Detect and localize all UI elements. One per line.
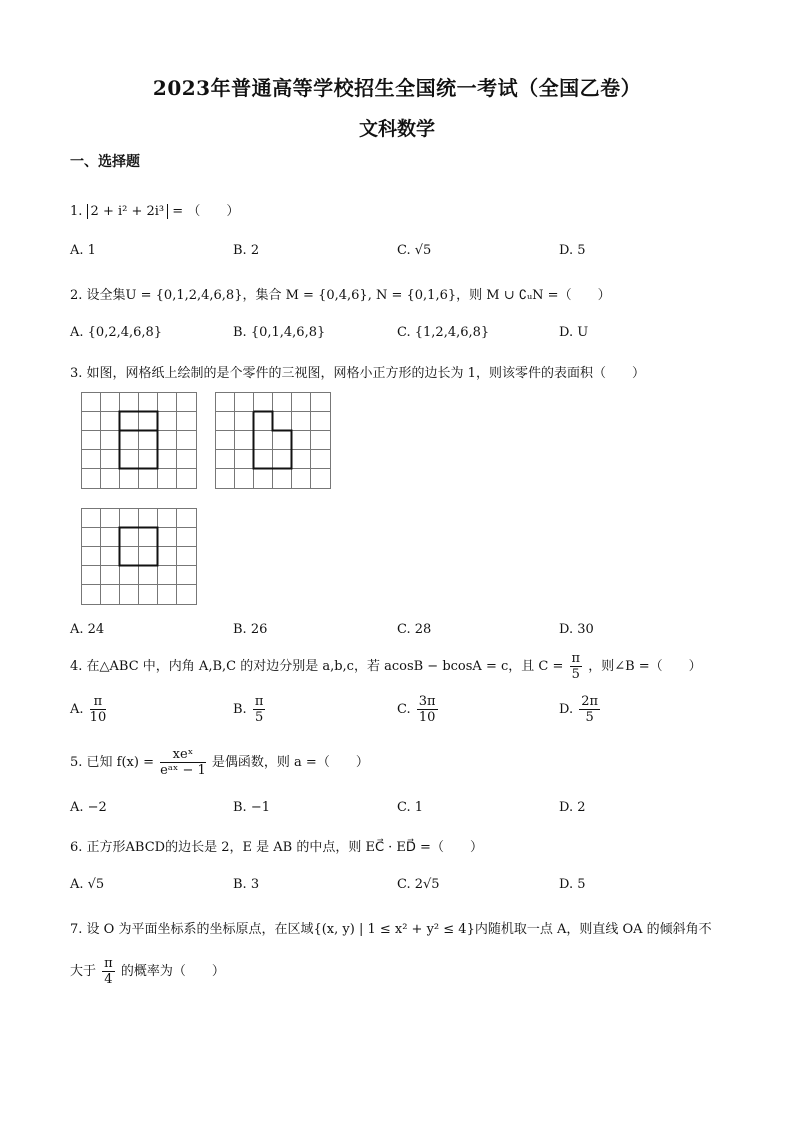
q5-option-c: C. 1 xyxy=(397,800,424,815)
q5-option-a: A. −2 xyxy=(70,800,107,815)
q5-frac-den: eᵃˣ − 1 xyxy=(160,763,206,778)
q3-option-d: D. 30 xyxy=(559,622,594,637)
q4-option-a xyxy=(70,694,108,725)
q1-option-c: C. √5 xyxy=(397,243,432,258)
q2-option-b: B. {0,1,4,6,8} xyxy=(233,325,326,340)
q4-d-label: D. xyxy=(559,702,574,717)
q1-paren: （ ） xyxy=(187,204,240,219)
q4-c-label: C. xyxy=(397,702,411,717)
q3-option-b: B. 26 xyxy=(233,622,268,637)
q5-stem-part-a: 5. 已知 f(x) = xyxy=(70,755,154,770)
q2-option-d: D. U xyxy=(559,325,589,340)
q4-frac-den: 5 xyxy=(571,667,580,682)
q5-stem-part-b: 是偶函数，则 a =（ ） xyxy=(211,755,369,770)
q5-option-b: B. −1 xyxy=(233,800,270,815)
question-7-stem: 7. 设 O 为平面坐标系的坐标原点，在区域{(x, y) | 1 ≤ x² + y² ≤ 4}内随机取一点 A，则直线 OA 的倾斜角不 xyxy=(70,922,712,937)
section-heading: 一、选择题 xyxy=(70,154,140,170)
q1-expression: 2 + i² + 2i³ xyxy=(87,204,169,219)
q4-b-fraction xyxy=(253,694,266,725)
question-3-stem: 3. 如图，网格纸上绘制的是个零件的三视图，网格小正方形的边长为 1，则该零件的表面积（ ） xyxy=(70,366,645,381)
q4-option-c xyxy=(397,694,440,725)
q4-c-den: 10 xyxy=(418,710,436,725)
q5-fraction xyxy=(160,747,206,778)
q4-b-num: π xyxy=(254,694,264,709)
q4-b-label: B. xyxy=(233,702,247,717)
q2-option-a: A. {0,2,4,6,8} xyxy=(70,325,163,340)
q6-option-a: A. √5 xyxy=(70,877,105,892)
q6-option-d: D. 5 xyxy=(559,877,586,892)
q4-option-d xyxy=(559,694,602,725)
q7-fraction xyxy=(102,956,115,987)
q7-frac-num: π xyxy=(104,956,113,971)
q6-option-c: C. 2√5 xyxy=(397,877,440,892)
q1-equals: = xyxy=(172,204,184,219)
q4-frac-num: π xyxy=(571,651,581,666)
q6-option-b: B. 3 xyxy=(233,877,260,892)
q3-option-c: C. 28 xyxy=(397,622,432,637)
q4-a-label: A. xyxy=(70,702,84,717)
q4-stem-part-b: ，则∠B =（ ） xyxy=(588,659,702,674)
question-2-stem: 2. 设全集U = {0,1,2,4,6,8}，集合 M = {0,4,6}, N = {0,1,6}，则 M ∪ ∁ᵤN =（ ） xyxy=(70,288,611,303)
q4-d-num: 2π xyxy=(581,694,599,709)
q4-a-num: π xyxy=(90,694,107,710)
exam-title: 2023年普通高等学校招生全国统一考试（全国乙卷） xyxy=(152,76,642,100)
q3-option-a: A. 24 xyxy=(70,622,105,637)
side-view-grid xyxy=(215,392,333,490)
q4-d-den: 5 xyxy=(585,710,594,725)
q4-c-num: 3π xyxy=(418,694,436,709)
question-7-stem-line2 xyxy=(70,956,225,987)
exam-subtitle: 文科数学 xyxy=(358,118,435,140)
q7-stem2-part-a: 大于 xyxy=(70,964,97,979)
q4-a-fraction xyxy=(90,694,107,725)
q4-a-den: 10 xyxy=(89,710,107,725)
question-1-stem xyxy=(70,200,239,219)
q4-option-b xyxy=(233,694,267,725)
q2-option-c: C. {1,2,4,6,8} xyxy=(397,325,490,340)
q4-stem-fraction xyxy=(570,651,583,682)
question-5-stem xyxy=(70,747,369,778)
q5-option-d: D. 2 xyxy=(559,800,586,815)
top-view-grid xyxy=(81,508,199,606)
q1-option-d: D. 5 xyxy=(559,243,586,258)
q1-option-b: B. 2 xyxy=(233,243,260,258)
front-view-grid xyxy=(81,392,199,490)
q4-c-fraction xyxy=(417,694,438,725)
question-4-stem xyxy=(70,651,702,682)
q4-d-fraction xyxy=(579,694,600,725)
q1-number: 1. xyxy=(70,204,83,219)
q4-stem-part-a: 4. 在△ABC 中，内角 A,B,C 的对边分别是 a,b,c，若 acosB − bcosA = c，且 C = xyxy=(70,659,564,674)
q7-frac-den: 4 xyxy=(104,972,113,987)
question-6-stem: 6. 正方形ABCD的边长是 2，E 是 AB 的中点，则 EC⃗ · ED⃗ =（ ） xyxy=(70,840,483,855)
q7-stem2-part-b: 的概率为（ ） xyxy=(120,964,225,979)
q5-frac-num: xeˣ xyxy=(160,747,206,763)
q4-b-den: 5 xyxy=(254,710,264,725)
q1-option-a: A. 1 xyxy=(70,243,96,258)
